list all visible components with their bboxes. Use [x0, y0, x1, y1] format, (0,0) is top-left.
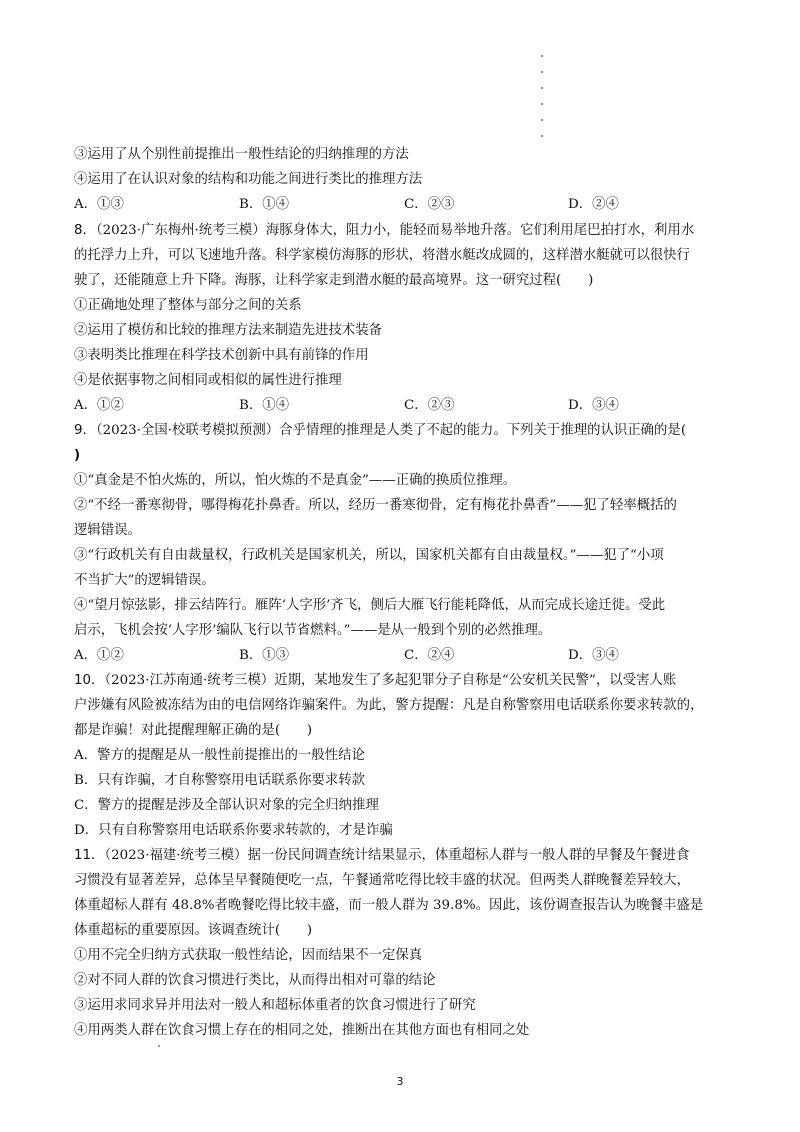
q11-statement-3: ③运用求同求异并用法对一般人和超标体重者的饮食习惯进行了研究	[74, 998, 476, 1013]
q11-stem-line-3: 体重超标人群有 48.8%者晚餐吃得比较丰盛，而一般人群为 39.8%。因此，该份调查报告认为晚餐丰盛是	[74, 898, 704, 913]
q10-option-a[interactable]: A．警方的提醒是从一般性前提推出的一般性结论	[74, 748, 365, 763]
q7-statement-4: ④运用了在认识对象的结构和功能之间进行类比的推理方法	[74, 172, 423, 187]
q9-option-b[interactable]: B．①③	[239, 648, 290, 663]
q8-statement-3: ③表明类比推理在科学技术创新中具有前锋的作用	[74, 348, 369, 363]
q11-statement-1: ①用不完全归纳方式获取一般性结论，因而结果不一定保真	[74, 948, 423, 963]
q9-statement-4-line-2: 启示，飞机会按‘人字形’编队飞行以节省燃料。”——是从一般到个别的必然推理。	[74, 623, 552, 638]
q9-stem-line-1: 9．（2023·全国·校联考模拟预测）合乎情理的推理是人类了不起的能力。下列关于推理的认识正确的是(	[74, 423, 687, 438]
q10-stem-line-3: 都是诈骗！对此提醒理解正确的是( )	[74, 723, 313, 738]
q8-option-d[interactable]: D．③④	[568, 398, 619, 413]
q8-options	[74, 393, 734, 418]
q11-statement-2: ②对不同人群的饮食习惯进行类比，从而得出相对可靠的结论	[74, 973, 436, 988]
q11-stem-line-1: 11．（2023·福建·统考三模）据一份民间调查统计结果显示，体重超标人群与一般人群的早餐及午餐进食	[74, 848, 690, 863]
q8-stem-line-2: 的托浮力上升，可以飞速地升落。科学家模仿海豚的形状，将潜水艇改成圆的，这样潜水艇就可以很快行	[74, 248, 690, 263]
q9-option-c[interactable]: C．②④	[404, 648, 455, 663]
q7-option-c[interactable]: C．②③	[404, 197, 455, 212]
q11-stem-line-4: 体重超标的重要原因。该调查统计( )	[74, 923, 313, 938]
q10-stem-line-2: 户涉嫌有风险被冻结为由的电信网络诈骗案件。为此，警方提醒：凡是自称警察用电话联系你要求转款的，	[74, 698, 704, 713]
q7-option-d[interactable]: D．②④	[568, 197, 619, 212]
q8-stem-line-1: 8．（2023·广东梅州·统考三模）海豚身体大，阻力小，能轻而易举地升落。它们利用尾巴拍打水，利用水	[74, 223, 695, 238]
q11-statement-4: ④用两类人群在饮食习惯上存在的相同之处，推断出在其他方面也有相同之处	[74, 1023, 530, 1038]
q8-stem-line-3: 驶了，还能随意上升下降。海豚，让科学家走到潜水艇的最高境界。这一研究过程( )	[74, 273, 594, 288]
q7-option-b[interactable]: B．①④	[239, 197, 290, 212]
page-number: 3	[396, 1075, 404, 1088]
q9-stem-line-2: )	[74, 448, 81, 463]
q8-number: 8．	[74, 223, 96, 238]
q8-option-b[interactable]: B．①④	[239, 398, 290, 413]
q9-statement-1: ①“真金是不怕火炼的，所以，怕火炼的不是真金”——正确的换质位推理。	[74, 473, 517, 488]
q8-option-c[interactable]: C．②③	[404, 398, 455, 413]
q9-statement-2-line-2: 逻辑错误。	[74, 523, 141, 538]
q9-statement-3-line-2: 不当扩大”的逻辑错误。	[74, 573, 215, 588]
q7-options	[74, 192, 734, 217]
q9-options	[74, 643, 734, 668]
q8-option-a[interactable]: A．①②	[74, 398, 124, 413]
q7-option-a[interactable]: A．①③	[74, 197, 124, 212]
q10-option-b[interactable]: B．只有诈骗，才自称警察用电话联系你要求转款	[74, 773, 366, 788]
q9-statement-2-line-1: ②“不经一番寒彻骨，哪得梅花扑鼻香。所以，经历一番寒彻骨，定有梅花扑鼻香”——犯了轻率概括的	[74, 498, 677, 513]
q10-option-c[interactable]: C．警方的提醒是涉及全部认识对象的完全归纳推理	[74, 798, 379, 813]
q8-statement-4: ④是依据事物之间相同或相似的属性进行推理	[74, 373, 342, 388]
q10-option-d[interactable]: D．只有自称警察用电话联系你要求转款的，才是诈骗	[74, 823, 393, 838]
q10-stem-line-1: 10．（2023·江苏南通·统考三模）近期，某地发生了多起犯罪分子自称是“公安机关民警”，以受害人账	[74, 673, 677, 688]
q11-number: 11．	[74, 848, 105, 863]
q11-stem-line-2: 习惯没有显著差异，总体呈早餐随便吃一点，午餐通常吃得比较丰盛的状况。但两类人群晚餐差异较大，	[74, 873, 690, 888]
q9-option-a[interactable]: A．①②	[74, 648, 124, 663]
q9-number: 9．	[74, 423, 96, 438]
q9-statement-4-line-1: ④“望月惊弦影，排云结阵行。雁阵‘人字形’齐飞，侧后大雁飞行能耗降低，从而完成长途迁徙。受此	[74, 598, 666, 613]
q8-statement-2: ②运用了模仿和比较的推理方法来制造先进技术装备	[74, 323, 382, 338]
q10-number: 10．	[74, 673, 105, 688]
q9-statement-3-line-1: ③“行政机关有自由裁量权，行政机关是国家机关，所以，国家机关都有自由裁量权。”——犯了“小项	[74, 548, 664, 563]
q8-statement-1: ①正确地处理了整体与部分之间的关系	[74, 298, 302, 313]
margin-dot	[158, 1045, 160, 1047]
margin-dots	[541, 55, 547, 151]
q9-option-d[interactable]: D．③④	[568, 648, 619, 663]
q7-statement-3: ③运用了从个别性前提推出一般性结论的归纳推理的方法	[74, 147, 409, 162]
